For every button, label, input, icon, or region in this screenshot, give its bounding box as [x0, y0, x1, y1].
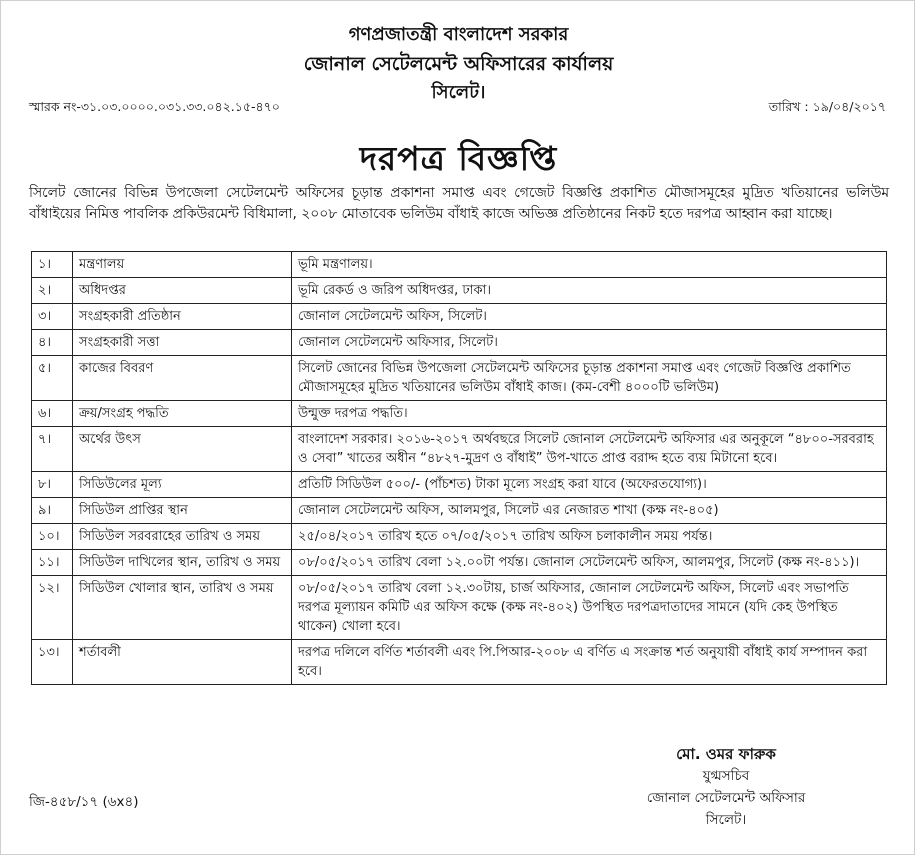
memo-number: স্মারক নং-৩১.০৩.০০০০.০৩১.৩৩.০৪২.১৫-৪৭০	[29, 99, 280, 114]
row-number: ৫।	[32, 356, 73, 401]
intro-paragraph: সিলেট জোনের বিভিন্ন উপজেলা সেটেলমেন্ট অফিসের চূড়ান্ত প্রকাশনা সমাপ্ত এবং গেজেট বিজ্ঞপ্তি প্রকাশিত মৌজাসমূহের মুদ্রিত খতিয়ানের ভলিউম বাঁধাইয়ের নিমিত্ত পাবলিক প্রকিউরমেন্ট বিধিমালা, ২০০৮ মোতাবেক ভলিউম বাঁধাই কাজে অভিজ্ঞ প্রতিষ্ঠানের নিকট হতে দরপত্র আহ্বান করা যাচ্ছে।	[29, 185, 889, 222]
row-label: সিডিউল দাখিলের স্থান, তারিখ ও সময়	[73, 550, 292, 576]
row-label: অধিদপ্তর	[73, 278, 292, 304]
table-row	[32, 304, 887, 330]
signatory-office: জোনাল সেটেলমেন্ট অফিসার	[646, 790, 806, 806]
row-value: জোনাল সেটেলমেন্ট অফিসার, সিলেট।	[292, 330, 887, 356]
row-value: প্রতিটি সিডিউল ৫০০/- (পাঁচশত) টাকা মূল্যে সংগ্রহ করা যাবে (অফেরতযোগ্য)।	[292, 472, 887, 498]
signatory-designation: যুগ্মসচিব	[702, 768, 750, 784]
office-name: জোনাল সেটেলমেন্ট অফিসারের কার্যালয়	[303, 53, 614, 75]
table-row	[32, 330, 887, 356]
table-row	[32, 498, 887, 524]
row-value: সিলেট জোনের বিভিন্ন উপজেলা সেটেলমেন্ট অফিসের চূড়ান্ত প্রকাশনা সমাপ্ত এবং গেজেট বিজ্ঞপ্তি প্রকাশিত মৌজাসমূহের মুদ্রিত খতিয়ানের ভলিউম বাঁধাই কাজ। (কম-বেশী ৪০০০টি ভলিউম)	[292, 356, 887, 401]
row-number: ৭।	[32, 427, 73, 472]
table-row	[32, 427, 887, 472]
table-row	[32, 472, 887, 498]
row-number: ১০।	[32, 524, 73, 550]
table-body	[32, 252, 887, 685]
signature-block	[641, 743, 811, 831]
row-label: শর্তাবলী	[73, 640, 292, 685]
row-value: উন্মুক্ত দরপত্র পদ্ধতি।	[292, 401, 887, 427]
row-number: ৪।	[32, 330, 73, 356]
row-number: ৮।	[32, 472, 73, 498]
notice-title: দরপত্র বিজ্ঞপ্তি	[359, 139, 558, 178]
row-value: ভূমি মন্ত্রণালয়।	[292, 252, 887, 278]
govt-name: গণপ্রজাতন্ত্রী বাংলাদেশ সরকার	[348, 24, 569, 45]
tender-details-table	[31, 251, 887, 685]
table-row	[32, 356, 887, 401]
table-row	[32, 576, 887, 640]
row-value: ২৫/০৪/২০১৭ তারিখ হতে ০৭/০৫/২০১৭ তারিখ অফিস চলাকালীন সময় পর্যন্ত।	[292, 524, 887, 550]
row-value: জোনাল সেটেলমেন্ট অফিস, আলমপুর, সিলেট এর নেজারত শাখা (কক্ষ নং-৪০৫)	[292, 498, 887, 524]
row-value: জোনাল সেটেলমেন্ট অফিস, সিলেট।	[292, 304, 887, 330]
row-label: সিডিউল প্রাপ্তির স্থান	[73, 498, 292, 524]
row-label: সিডিউলের মূল্য	[73, 472, 292, 498]
signatory-name: মো. ওমর ফারুক	[676, 745, 776, 763]
notice-date: তারিখ : ১৯/০৪/২০১৭	[768, 99, 886, 114]
row-number: ২।	[32, 278, 73, 304]
signatory-place: সিলেট।	[705, 812, 747, 828]
row-label: অর্থের উৎস	[73, 427, 292, 472]
row-value: ০৮/০৫/২০১৭ তারিখ বেলা ১২.০০টা পর্যন্ত। জোনাল সেটেলমেন্ট অফিস, আলমপুর, সিলেট (কক্ষ নং-৪১১)।	[292, 550, 887, 576]
office-location: সিলেট।	[431, 82, 486, 103]
row-label: মন্ত্রণালয়	[73, 252, 292, 278]
row-number: ১২।	[32, 576, 73, 640]
row-label: সিডিউল খোলার স্থান, তারিখ ও সময়	[73, 576, 292, 640]
table-row	[32, 278, 887, 304]
row-label: সংগ্রহকারী প্রতিষ্ঠান	[73, 304, 292, 330]
row-number: ১৩।	[32, 640, 73, 685]
table-row	[32, 252, 887, 278]
row-label: সংগ্রহকারী সত্তা	[73, 330, 292, 356]
row-number: ৬।	[32, 401, 73, 427]
row-number: ১।	[32, 252, 73, 278]
row-label: কাজের বিবরণ	[73, 356, 292, 401]
row-value: বাংলাদেশ সরকার। ২০১৬-২০১৭ অর্থবছরে সিলেট জোনাল সেটেলমেন্ট অফিসার এর অনুকূলে “৪৮০০-সরবরাহ ও সেবা” খাতের অধীন “৪৮২৭-মুদ্রণ ও বাঁধাই” উপ-খাতে প্রাপ্ত বরাদ্দ হতে ব্যয় মিটানো হবে।	[292, 427, 887, 472]
publication-code: জি-৪৫৮/১৭ (৬x৪)	[29, 794, 139, 810]
row-number: ১১।	[32, 550, 73, 576]
row-label: সিডিউল সরবরাহের তারিখ ও সময়	[73, 524, 292, 550]
header	[1, 21, 915, 107]
row-value: ০৮/০৫/২০১৭ তারিখ বেলা ১২.৩০টায়, চার্জ অফিসার, জোনাল সেটেলমেন্ট অফিস, সিলেট এবং সভাপতি দরপত্র মূল্যায়ন কমিটি এর অফিস কক্ষে (কক্ষ নং-৪০২) উপস্থিত দরপত্রদাতাদের সামনে (যদি কেহ উপস্থিত থাকেন) খোলা হবে।	[292, 576, 887, 640]
row-number: ৩।	[32, 304, 73, 330]
row-number: ৯।	[32, 498, 73, 524]
row-value: দরপত্র দলিলে বর্ণিত শর্তাবলী এবং পি.পিআর-২০০৮ এ বর্ণিত এ সংক্রান্ত শর্ত অনুযায়ী বাঁধাই কার্য সম্পাদন করা হবে।	[292, 640, 887, 685]
row-value: ভূমি রেকর্ড ও জরিপ অধিদপ্তর, ঢাকা।	[292, 278, 887, 304]
row-label: ক্রয়/সংগ্রহ পদ্ধতি	[73, 401, 292, 427]
table-row	[32, 401, 887, 427]
table-row	[32, 550, 887, 576]
table-row	[32, 640, 887, 685]
table-row	[32, 524, 887, 550]
